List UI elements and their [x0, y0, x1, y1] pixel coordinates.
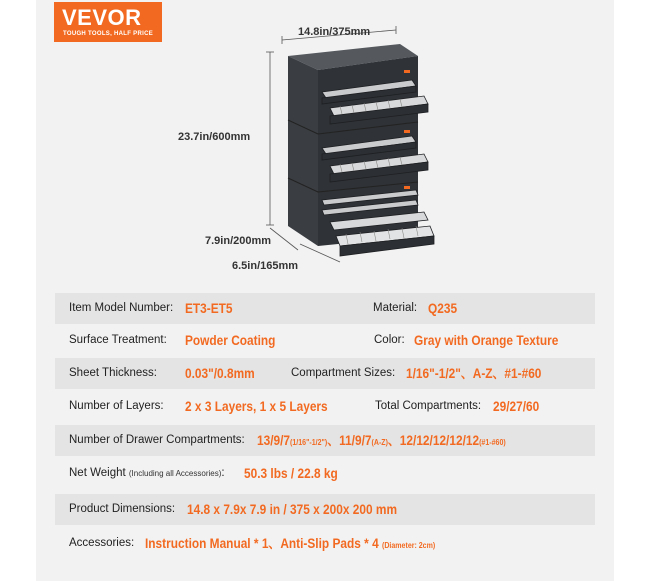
- spec-row-model-material: [55, 293, 595, 324]
- weight-colon: :: [221, 467, 225, 479]
- product-dimensions-label: Product Dimensions:: [69, 503, 176, 515]
- surface-value: Powder Coating: [185, 333, 276, 348]
- drawer-compartments-s1: (1/16"-1/2"): [290, 438, 328, 447]
- drawer-compartments-s2: (A-Z): [371, 438, 388, 447]
- weight-label: [69, 458, 225, 489]
- drawer-compartments-v3: 12/12/12/12/12: [399, 433, 480, 448]
- width-dimension: 14.8in/375mm: [298, 26, 371, 38]
- model-label: Item Model Number:: [69, 302, 174, 314]
- color-label: Color:: [374, 334, 405, 346]
- compartment-sizes-value: 1/16"-1/2"、A-Z、#1-#60: [406, 366, 542, 381]
- spec-row-dimensions: [55, 494, 595, 525]
- spec-row-surface-color: [55, 325, 595, 356]
- layers-value: 2 x 3 Layers, 1 x 5 Layers: [185, 399, 328, 414]
- spec-row-layers-total: [55, 391, 595, 422]
- logo-brand: VEVOR: [62, 5, 142, 30]
- color-value: Gray with Orange Texture: [414, 333, 559, 348]
- drawer-compartments-s3: (#1-#60): [479, 438, 506, 447]
- drawer-compartments-sep1: 、: [327, 433, 340, 448]
- drawer-compartments-value: [257, 425, 506, 456]
- drawer-compartments-sep2: 、: [387, 433, 400, 448]
- weight-label-text: Net Weight: [69, 467, 126, 479]
- thickness-label: Sheet Thickness:: [69, 367, 158, 379]
- product-dimensions-value: 14.8 x 7.9x 7.9 in / 375 x 200x 200 mm: [187, 502, 398, 517]
- material-value: Q235: [428, 301, 458, 316]
- drawer-depth-dimension: 6.5in/165mm: [232, 260, 299, 272]
- thickness-value: 0.03"/0.8mm: [185, 366, 255, 381]
- drawer-compartments-label: Number of Drawer Compartments:: [69, 434, 245, 446]
- depth-dimension: 7.9in/200mm: [205, 235, 272, 247]
- total-compartments-value: 29/27/60: [493, 399, 540, 414]
- drawer-compartments-v2: 11/9/7: [339, 433, 372, 448]
- accessories-items: Instruction Manual * 1、Anti-Slip Pads * 4: [145, 536, 379, 551]
- model-value: ET3-ET5: [185, 301, 233, 316]
- spec-row-accessories: [55, 528, 595, 559]
- compartment-sizes-label: Compartment Sizes:: [291, 367, 396, 379]
- height-dimension: 23.7in/600mm: [178, 131, 251, 143]
- layers-label: Number of Layers:: [69, 400, 164, 412]
- weight-value: 50.3 lbs / 22.8 kg: [244, 466, 338, 481]
- spec-row-thickness-sizes: [55, 358, 595, 389]
- material-label: Material:: [373, 302, 418, 314]
- total-compartments-label: Total Compartments:: [375, 400, 482, 412]
- spec-row-drawer-compartments: [55, 425, 595, 456]
- logo-tagline: TOUGH TOOLS, HALF PRICE: [63, 31, 154, 37]
- accessories-label: Accessories:: [69, 537, 135, 549]
- drawer-compartments-v1: 13/9/7: [257, 433, 291, 448]
- weight-note: (Including all Accessories): [128, 469, 222, 478]
- accessories-value: [145, 528, 435, 559]
- drawer-cabinet-illustration: [0, 0, 650, 290]
- spec-row-weight: [55, 458, 595, 489]
- accessories-note: (Diameter: 2cm): [381, 541, 436, 550]
- surface-label: Surface Treatment:: [69, 334, 167, 346]
